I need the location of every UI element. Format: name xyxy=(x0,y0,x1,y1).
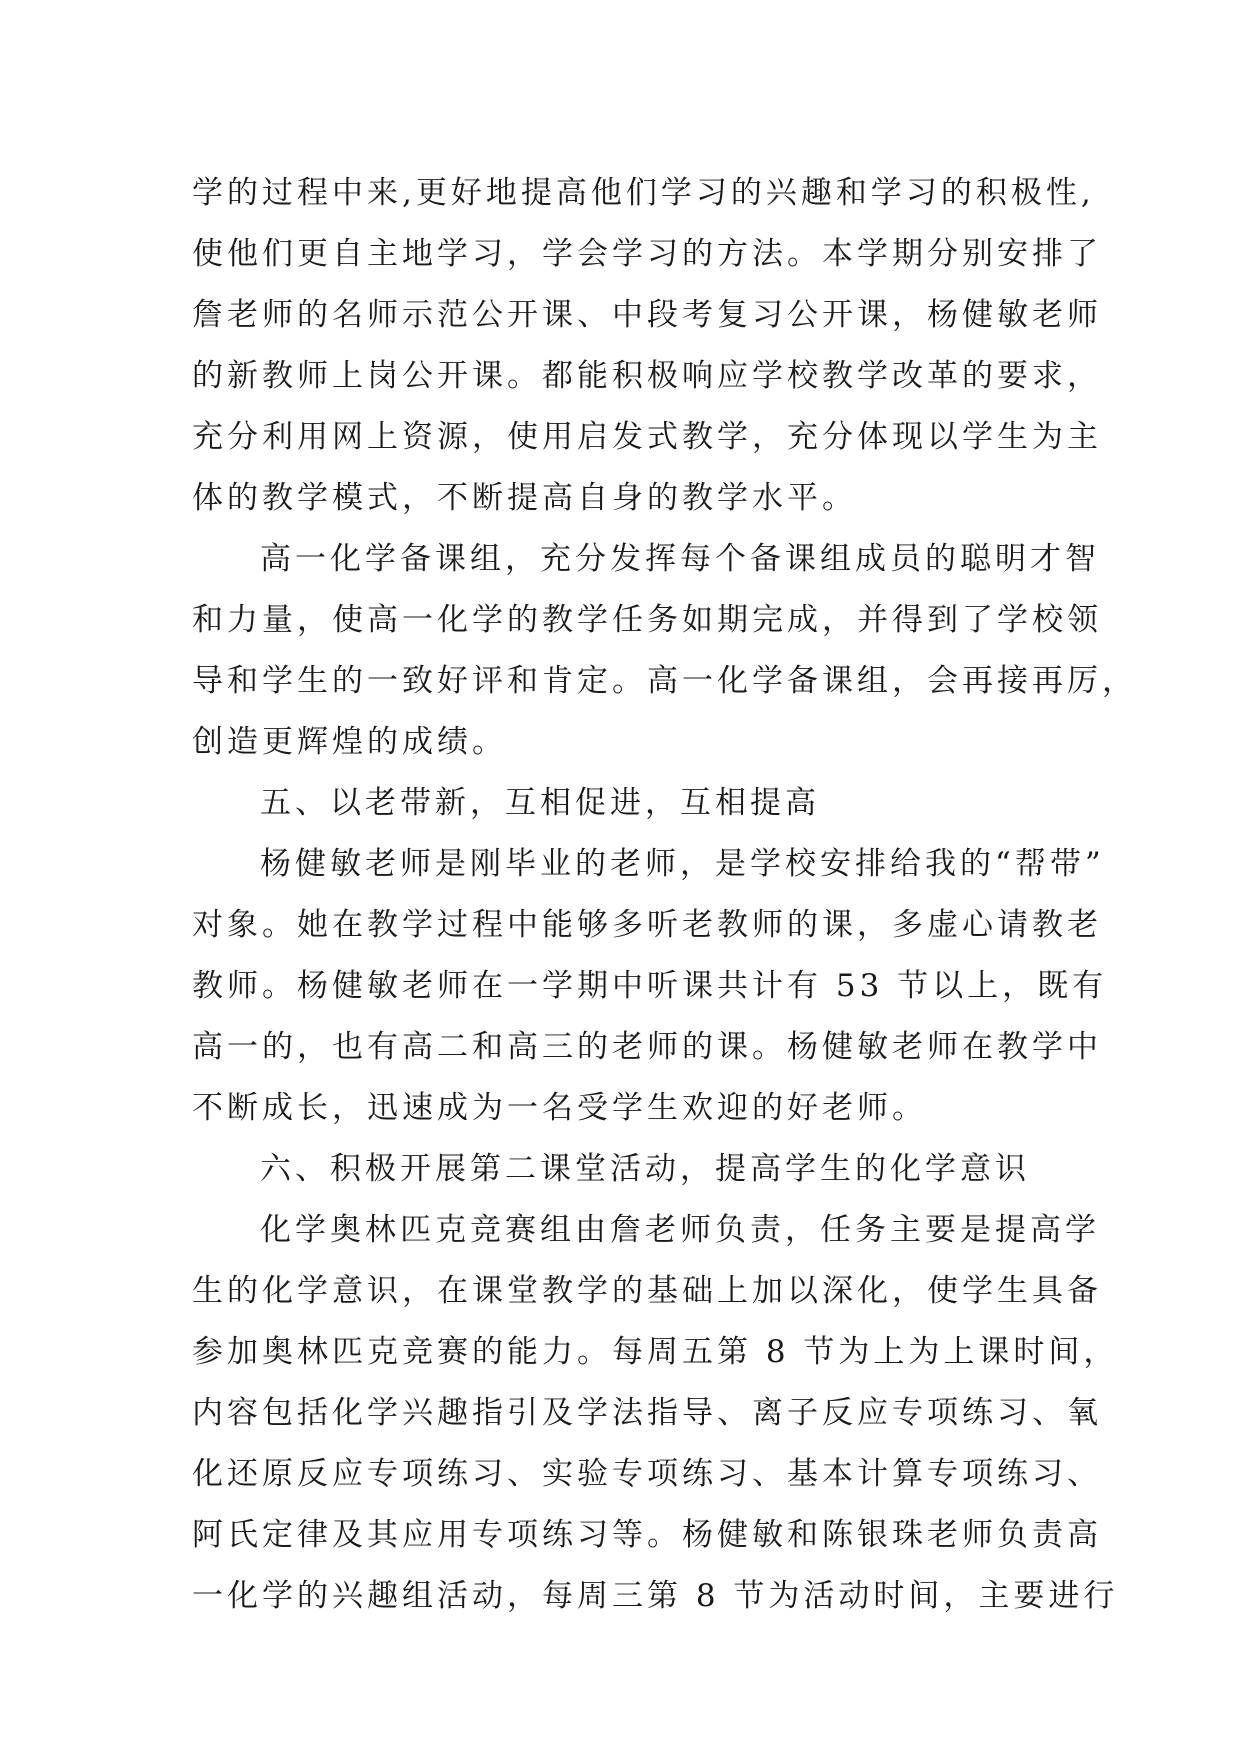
text-line: 不断成长，迅速成为一名受学生欢迎的好老师。 xyxy=(192,1090,927,1126)
text-line: 学的过程中来,更好地提高他们学习的兴趣和学习的积极性, xyxy=(192,175,1095,211)
text-line: 创造更辉煌的成绩。 xyxy=(192,724,507,760)
body-text xyxy=(192,163,1137,1627)
paragraph-start-line: 杨健敏老师是刚毕业的老师，是学校安排给我的“帮带” xyxy=(260,846,1105,882)
text-line: 对象。她在教学过程中能够多听老教师的课，多虚心请教老 xyxy=(192,907,1102,943)
text-line: 高一的，也有高二和高三的老师的课。杨健敏老师在教学中 xyxy=(192,1029,1102,1065)
text-line: 使他们更自主地学习，学会学习的方法。本学期分别安排了 xyxy=(192,236,1102,272)
text-line: 生的化学意识，在课堂教学的基础上加以深化，使学生具备 xyxy=(192,1273,1102,1309)
text-line: 的新教师上岗公开课。都能积极响应学校教学改革的要求， xyxy=(192,358,1102,394)
paragraph-start-line: 高一化学备课组，充分发挥每个备课组成员的聪明才智 xyxy=(260,541,1100,577)
text-line: 教师。杨健敏老师在一学期中听课共计有 53 节以上，既有 xyxy=(192,968,1108,1004)
paragraph-start-line: 化学奥林匹克竞赛组由詹老师负责，任务主要是提高学 xyxy=(260,1212,1100,1248)
text-line: 化还原反应专项练习、实验专项练习、基本计算专项练习、 xyxy=(192,1456,1102,1492)
text-line: 内容包括化学兴趣指引及学法指导、离子反应专项练习、氧 xyxy=(192,1395,1102,1431)
text-line: 阿氏定律及其应用专项练习等。杨健敏和陈银珠老师负责高 xyxy=(192,1517,1102,1553)
section-heading-six: 六、积极开展第二课堂活动，提高学生的化学意识 xyxy=(260,1151,1030,1187)
text-line: 一化学的兴趣组活动，每周三第 8 节为活动时间，主要进行 xyxy=(192,1578,1119,1614)
text-line: 和力量，使高一化学的教学任务如期完成，并得到了学校领 xyxy=(192,602,1102,638)
text-line: 詹老师的名师示范公开课、中段考复习公开课，杨健敏老师 xyxy=(192,297,1102,333)
text-line: 充分利用网上资源，使用启发式教学，充分体现以学生为主 xyxy=(192,419,1102,455)
text-line: 导和学生的一致好评和肯定。高一化学备课组，会再接再厉， xyxy=(192,663,1137,699)
text-line: 参加奥林匹克竞赛的能力。每周五第 8 节为上为上课时间， xyxy=(192,1334,1119,1370)
section-heading-five: 五、以老带新，互相促进，互相提高 xyxy=(260,785,820,821)
text-line: 体的教学模式，不断提高自身的教学水平。 xyxy=(192,480,857,516)
